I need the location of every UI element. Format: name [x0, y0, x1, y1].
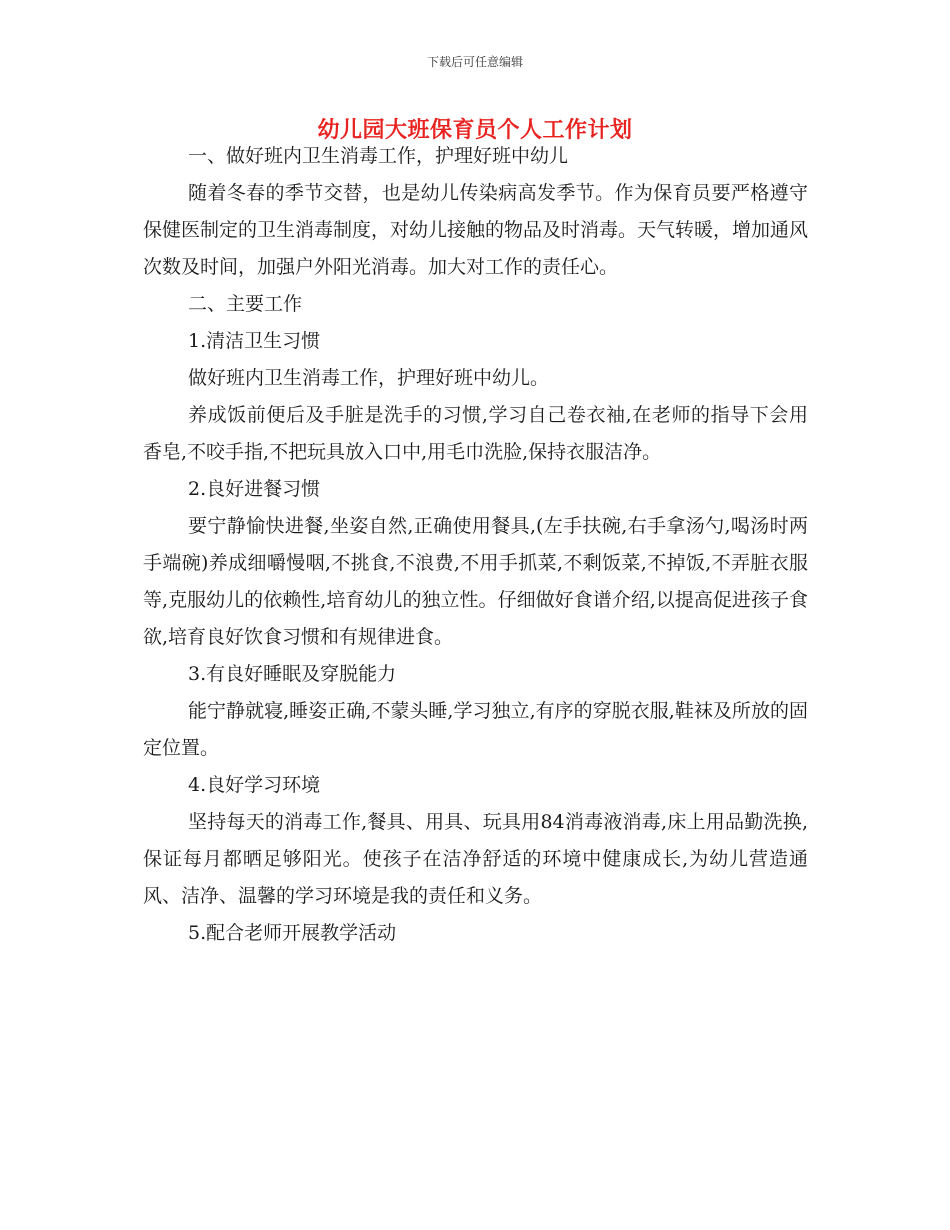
document-body — [143, 138, 808, 952]
paragraph: 随着冬春的季节交替，也是幼儿传染病高发季节。作为保育员要严格遵守保健医制定的卫生消毒制度，对幼儿接触的物品及时消毒。天气转暖，增加通风次数及时间，加强户外阳光消毒。加大对工作的责任心。 — [143, 182, 809, 278]
section-heading-1: 一、做好班内卫生消毒工作，护理好班中幼儿 — [188, 145, 569, 167]
subsection-heading-1: 1.清洁卫生习惯 — [188, 330, 321, 352]
section-heading-2: 二、主要工作 — [188, 293, 303, 315]
paragraph: 能宁静就寝,睡姿正确,不蒙头睡,学习独立,有序的穿脱衣服,鞋袜及所放的固定位置。 — [143, 700, 808, 759]
paragraph: 要宁静愉快进餐,坐姿自然,正确使用餐具,(左手扶碗,右手拿汤勺,喝汤时两手端碗)养成细嚼慢咽,不挑食,不浪费,不用手抓菜,不剩饭菜,不掉饭,不弄脏衣服等,克服幼儿的依赖性,培育幼儿的独立性。仔细做好食谱介绍,以提高促进孩子食欲,培育良好饮食习惯和有规律进食。 — [143, 515, 808, 648]
paragraph: 做好班内卫生消毒工作，护理好班中幼儿。 — [188, 367, 550, 389]
paragraph: 养成饭前便后及手脏是洗手的习惯,学习自己卷衣袖,在老师的指导下会用香皂,不咬手指,不把玩具放入口中,用毛巾洗脸,保持衣服洁净。 — [143, 404, 808, 463]
document-title: 幼儿园大班保育员个人工作计划 — [317, 118, 633, 143]
header-note: 下载后可任意编辑 — [426, 55, 523, 69]
subsection-heading-2: 2.良好进餐习惯 — [188, 478, 321, 500]
subsection-heading-3: 3.有良好睡眠及穿脱能力 — [188, 663, 397, 685]
paragraph: 坚持每天的消毒工作,餐具、用具、玩具用84消毒液消毒,床上用品勤洗换,保证每月都晒足够阳光。使孩子在洁净舒适的环境中健康成长,为幼儿营造通风、洁净、温馨的学习环境是我的责任和义务。 — [143, 811, 808, 907]
subsection-heading-5: 5.配合老师开展教学活动 — [188, 922, 397, 944]
subsection-heading-4: 4.良好学习环境 — [188, 774, 321, 796]
